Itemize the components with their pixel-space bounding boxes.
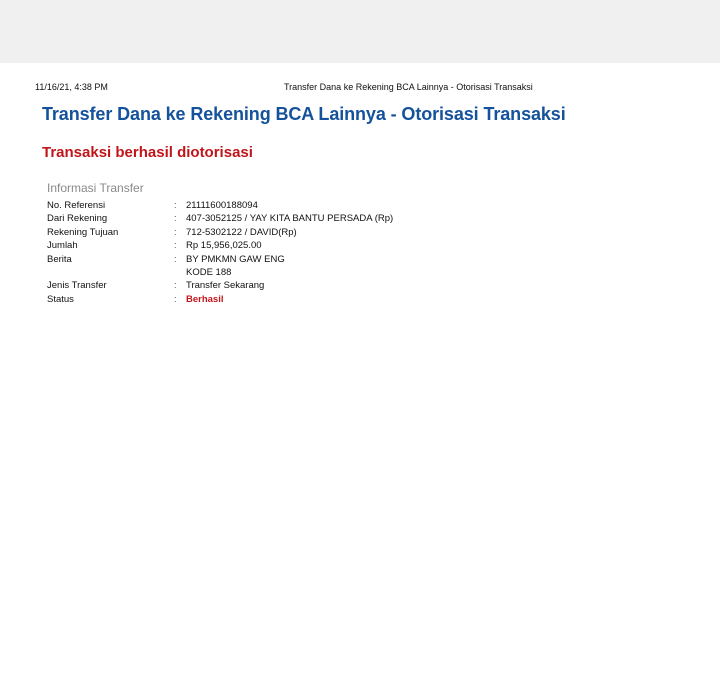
- info-colon: :: [174, 213, 177, 225]
- info-value: BY PMKMN GAW ENG: [186, 253, 285, 265]
- status-value: Berhasil: [186, 293, 224, 305]
- info-colon: :: [174, 226, 177, 238]
- info-colon: :: [174, 253, 177, 265]
- info-row-jenis-transfer: [47, 279, 547, 292]
- info-value: KODE 188: [186, 266, 232, 278]
- info-label: Berita: [47, 253, 72, 265]
- print-datetime: 11/16/21, 4:38 PM: [35, 82, 108, 92]
- print-header: [0, 82, 720, 94]
- info-row-dari-rekening: [47, 212, 547, 225]
- top-band: [0, 0, 720, 63]
- info-value: 407-3052125 / YAY KITA BANTU PERSADA (Rp): [186, 213, 394, 225]
- info-colon: :: [174, 280, 177, 292]
- info-label: No. Referensi: [47, 200, 106, 211]
- section-title: Informasi Transfer: [47, 181, 144, 195]
- info-row-berita: [47, 253, 547, 266]
- info-row-rekening-tujuan: [47, 226, 547, 239]
- info-row-status: [47, 293, 547, 306]
- info-row-no-referensi: [47, 199, 547, 212]
- status-message: Transaksi berhasil diotorisasi: [42, 144, 253, 161]
- transfer-info-table: [47, 199, 547, 306]
- info-colon: :: [174, 293, 177, 305]
- info-label: Dari Rekening: [47, 213, 108, 225]
- print-page-title: Transfer Dana ke Rekening BCA Lainnya - Otorisasi Transaksi: [284, 82, 533, 92]
- info-label: Status: [47, 293, 74, 305]
- info-value: Rp 15,956,025.00: [186, 240, 262, 252]
- info-row-jumlah: [47, 239, 547, 252]
- page-title: Transfer Dana ke Rekening BCA Lainnya - Otorisasi Transaksi: [42, 104, 566, 124]
- info-colon: :: [174, 240, 177, 252]
- info-value: Transfer Sekarang: [186, 280, 265, 292]
- info-label: Jenis Transfer: [47, 280, 107, 292]
- info-row-berita-continued: [47, 266, 547, 279]
- info-colon: :: [174, 200, 177, 211]
- info-label: Rekening Tujuan: [47, 226, 119, 238]
- info-label: Jumlah: [47, 240, 78, 252]
- info-value: 21111600188094: [186, 200, 258, 211]
- info-value: 712-5302122 / DAVID(Rp): [186, 226, 297, 238]
